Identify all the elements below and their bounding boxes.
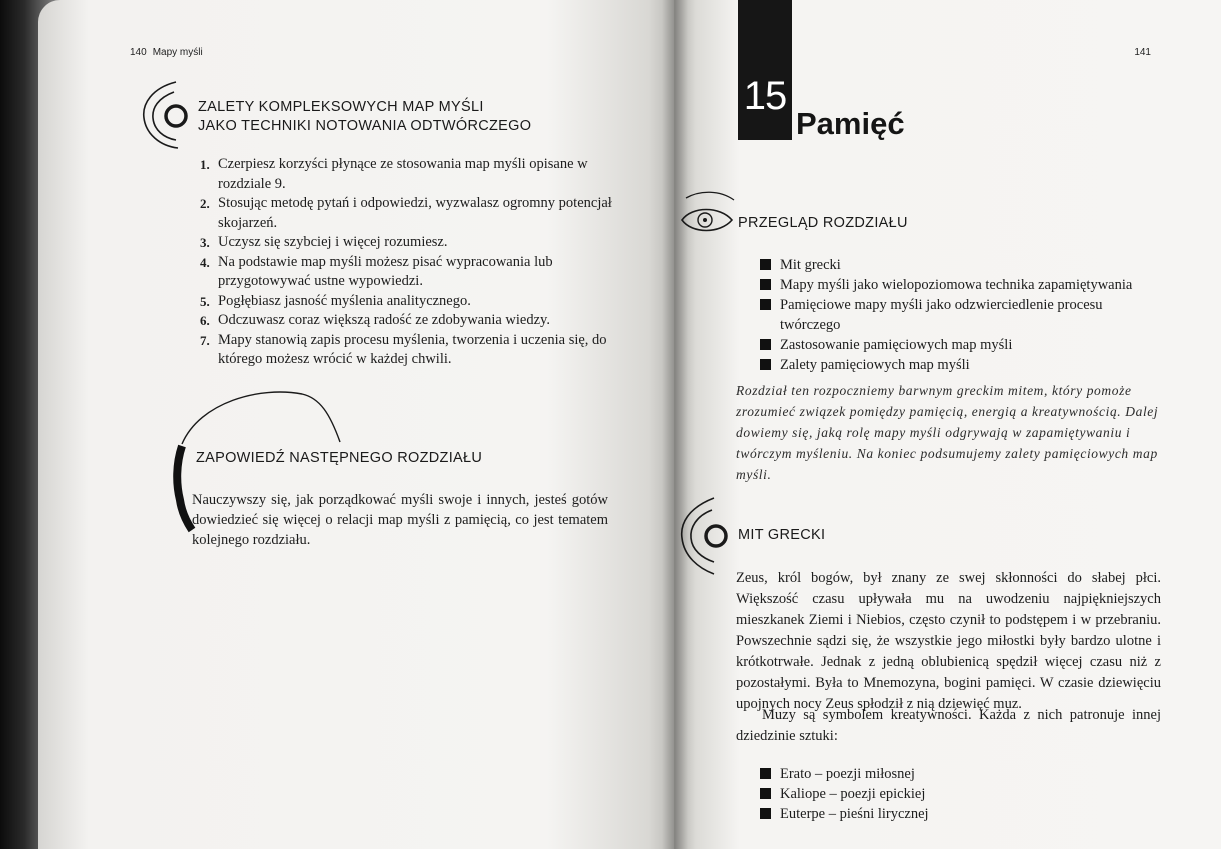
left-page-number: 140 (130, 47, 147, 58)
myth-paragraph: Zeus, król bogów, był znany ze swej skłonności do słabej płci. Większość czasu upływała mu na uwodzeniu najpiękniejszych mieszkanek Ziemi i Niebios, często czynił to podstępem i w przebraniu. Powszechnie sądzi się, że wszystkie jego miłostki były bardzo ulotne i krótkotrwałe. Jednak z jedną oblubienicą spędził więcej czasu niż z pozostałymi. Była to Mnemozyna, bogini pamięci. W czasie dziewięciu upojnych nocy Zeus spłodził z nią dziewięć muz. (736, 570, 1161, 712)
list-item: 1. Czerpiesz korzyści płynące ze stosowania map myśli opisane w rozdziale 9. (200, 156, 588, 192)
muses-paragraph: Muzy są symbolem kreatywności. Każda z nich patronuje innej dziedzinie sztuki: (736, 707, 1161, 744)
section-arc-icon (138, 80, 192, 150)
chapter-number: 15 (743, 74, 787, 118)
list-item: Mapy myśli jako wielopoziomowa technika zapamiętywania (760, 275, 1160, 295)
next-chapter-text: Nauczywszy się, jak porządkować myśli swoje i innych, jesteś gotów dowiedzieć się więcej o relacji map myśli z pamięcią, co jest tematem kolejnego rozdziału. (192, 492, 608, 548)
list-item: 5. Pogłębiasz jasność myślenia analitycznego. (200, 292, 471, 309)
heading-line-1: ZALETY KOMPLEKSOWYCH MAP MYŚLI (198, 99, 484, 115)
advantages-list (200, 155, 614, 370)
right-page-number: 141 (1134, 47, 1151, 58)
list-item: Zastosowanie pamięciowych map myśli (760, 335, 1160, 355)
chapter-title: Pamięć (796, 106, 905, 141)
list-item: 6. Odczuwasz coraz większą radość ze zdobywania wiedzy. (200, 312, 550, 328)
section-heading-greek-myth: MIT GRECKI (738, 527, 826, 543)
section-heading-advantages (198, 98, 531, 136)
list-item: Kaliope – poezji epickiej (760, 784, 1160, 804)
running-title: Mapy myśli (152, 47, 203, 58)
left-page (38, 0, 674, 849)
muses-list (760, 764, 1160, 824)
list-item: Erato – poezji miłosnej (760, 764, 1160, 784)
list-item: Euterpe – pieśni lirycznej (760, 804, 1160, 824)
left-page-header (130, 47, 203, 58)
list-item: Mit grecki (760, 255, 1160, 275)
list-item: Pamięciowe mapy myśli jako odzwierciedlenie procesu twórczego (760, 295, 1160, 335)
chapter-number-box (738, 0, 792, 140)
list-item: 4. Na podstawie map myśli możesz pisać wypracowania lub przygotowywać ustne wypowiedzi. (200, 253, 553, 289)
list-item: 2. Stosując metodę pytań i odpowiedzi, wyzwalasz ogromny potencjał skojarzeń. (200, 195, 612, 231)
heading-line-2: JAKO TECHNIKI NOTOWANIA ODTWÓRCZEGO (198, 118, 532, 134)
list-item: 3. Uczysz się szybciej i więcej rozumiesz. (200, 234, 448, 250)
chapter-intro: Rozdział ten rozpoczniemy barwnym greckim mitem, który pomoże zrozumieć związek pomiędzy pamięcią, energią a kreatywnością. Dalej dowiemy się, jaką rolę mapy myśli odgrywają w zapamiętywaniu i twórczym myśleniu. Na koniec podsumujemy zalety pamięciowych map myśli. (736, 383, 1159, 482)
book-gutter (662, 0, 688, 849)
list-item: Zalety pamięciowych map myśli (760, 355, 1160, 375)
section-heading-overview: PRZEGLĄD ROZDZIAŁU (738, 215, 908, 231)
list-item: 7. Mapy stanowią zapis procesu myślenia, tworzenia i uczenia się, do którego możesz wrócić w każdej chwili. (200, 331, 607, 367)
section-heading-next-chapter: ZAPOWIEDŹ NASTĘPNEGO ROZDZIAŁU (196, 450, 483, 466)
right-page (674, 0, 1221, 849)
overview-list (760, 255, 1160, 375)
